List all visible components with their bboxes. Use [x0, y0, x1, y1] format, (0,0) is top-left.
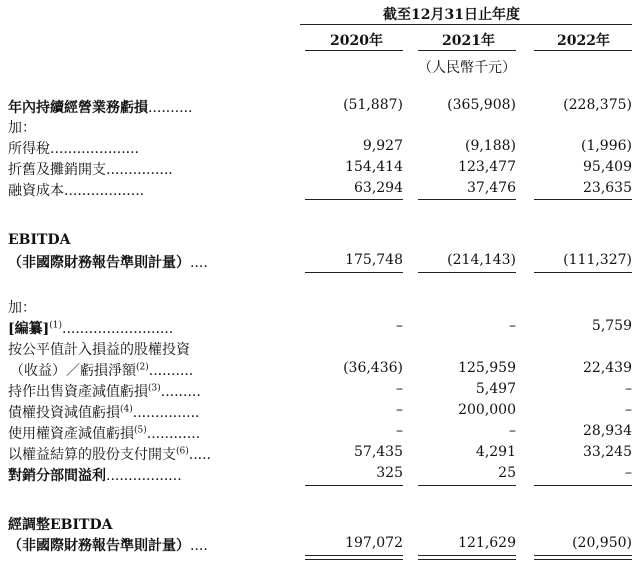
row-held-for-sale-label: 持作出售資產減值虧損$^{(3)}$.........: [8, 383, 201, 400]
col2-adj-subtotal-rule: [418, 485, 516, 486]
redacted-2022: 5,759: [591, 318, 632, 334]
income-tax-2022: (1,996): [580, 138, 632, 154]
col1-header-rule: [305, 50, 403, 51]
row-fv-equity-label-line2: （收益）／虧損淨額$^{(2)}$..........: [10, 362, 194, 379]
ebitda-2021: (214,143): [447, 252, 516, 268]
row-intersegment-label: 對銷分部間溢利.................: [8, 468, 182, 484]
intersegment-2021: 25: [498, 465, 516, 481]
col2-ebitda-rule: [418, 272, 516, 273]
year-2021-header: 2021年: [442, 33, 495, 49]
debt-investment-2020: –: [396, 402, 403, 418]
period-title: 截至12月31日止年度: [383, 7, 520, 23]
redacted-2020: –: [396, 318, 403, 334]
held-for-sale-2022: –: [625, 381, 632, 397]
row-rou-assets-label: 使用權資產減值虧損$^{(5)}$............: [8, 425, 201, 442]
fv-equity-2021: 125,959: [458, 360, 516, 376]
col1-adj-subtotal-rule: [305, 485, 403, 486]
header-rule: [300, 24, 632, 25]
rou-assets-2021: –: [509, 423, 516, 439]
col1-ebitda-rule: [305, 272, 403, 273]
share-based-2021: 4,291: [475, 444, 516, 460]
held-for-sale-2020: –: [396, 381, 403, 397]
row-fv-equity-label-line1: 按公平值計入損益的股權投資: [8, 342, 190, 358]
row-depreciation-label: 折舊及攤銷開支...............: [8, 162, 173, 178]
share-based-2022: 33,245: [583, 444, 632, 460]
row-ebitda-label: （非國際財務報告準則計量）....: [8, 255, 208, 271]
col1-total-double-rule: [305, 555, 403, 560]
income-tax-2021: (9,188): [464, 138, 516, 154]
held-for-sale-2021: 5,497: [475, 381, 516, 397]
ebitda-2022: (111,327): [563, 252, 632, 268]
net-loss-2022: (228,375): [563, 97, 632, 113]
row-adj-ebitda-label: （非國際財務報告準則計量）....: [8, 538, 208, 554]
unit-label: （人民幣千元）: [418, 60, 516, 76]
depreciation-2022: 95,409: [583, 159, 632, 175]
finance-cost-2021: 37,476: [467, 180, 516, 196]
adj-ebitda-title: 經調整EBITDA: [8, 517, 113, 533]
add-label-2: 加：: [8, 300, 36, 316]
year-2022-header: 2022年: [557, 33, 610, 49]
col3-adj-subtotal-rule: [534, 485, 632, 486]
col3-total-double-rule: [534, 555, 632, 560]
col2-header-rule: [418, 50, 516, 51]
adj-ebitda-2022: (20,950): [572, 535, 632, 551]
ebitda-title: EBITDA: [8, 232, 71, 248]
debt-investment-2022: –: [625, 402, 632, 418]
intersegment-2022: –: [625, 465, 632, 481]
col3-subtotal-rule: [534, 199, 632, 200]
row-finance-cost-label: 融資成本..................: [8, 183, 145, 199]
row-share-based-label: 以權益結算的股份支付開支$^{(6)}$.....: [8, 446, 212, 463]
adj-ebitda-2021: 121,629: [458, 535, 516, 551]
income-tax-2020: 9,927: [362, 138, 403, 154]
fv-equity-2022: 22,439: [583, 360, 632, 376]
col2-total-double-rule: [418, 555, 516, 560]
row-redacted-label: [編纂]$^{(1)}$.........................: [8, 320, 174, 337]
finance-cost-2020: 63,294: [354, 180, 403, 196]
rou-assets-2022: 28,934: [583, 423, 632, 439]
adj-ebitda-2020: 197,072: [345, 535, 403, 551]
share-based-2020: 57,435: [354, 444, 403, 460]
year-2020-header: 2020年: [330, 33, 383, 49]
col1-subtotal-rule: [305, 199, 403, 200]
col2-subtotal-rule: [418, 199, 516, 200]
rou-assets-2020: –: [396, 423, 403, 439]
depreciation-2021: 123,477: [458, 159, 516, 175]
row-net-loss-label: 年內持續經營業務虧損..........: [8, 100, 193, 116]
net-loss-2021: (365,908): [447, 97, 516, 113]
finance-cost-2022: 23,635: [583, 180, 632, 196]
add-label-1: 加：: [8, 120, 36, 136]
depreciation-2020: 154,414: [345, 159, 403, 175]
fv-equity-2020: (36,436): [343, 360, 403, 376]
row-income-tax-label: 所得稅....................: [8, 141, 140, 157]
col3-ebitda-rule: [534, 272, 632, 273]
redacted-2021: –: [509, 318, 516, 334]
row-debt-investment-label: 債權投資減值虧損$^{(4)}$...............: [8, 404, 200, 421]
col3-header-rule: [534, 50, 632, 51]
net-loss-2020: (51,887): [343, 97, 403, 113]
debt-investment-2021: 200,000: [458, 402, 516, 418]
intersegment-2020: 325: [376, 465, 403, 481]
ebitda-2020: 175,748: [345, 252, 403, 268]
